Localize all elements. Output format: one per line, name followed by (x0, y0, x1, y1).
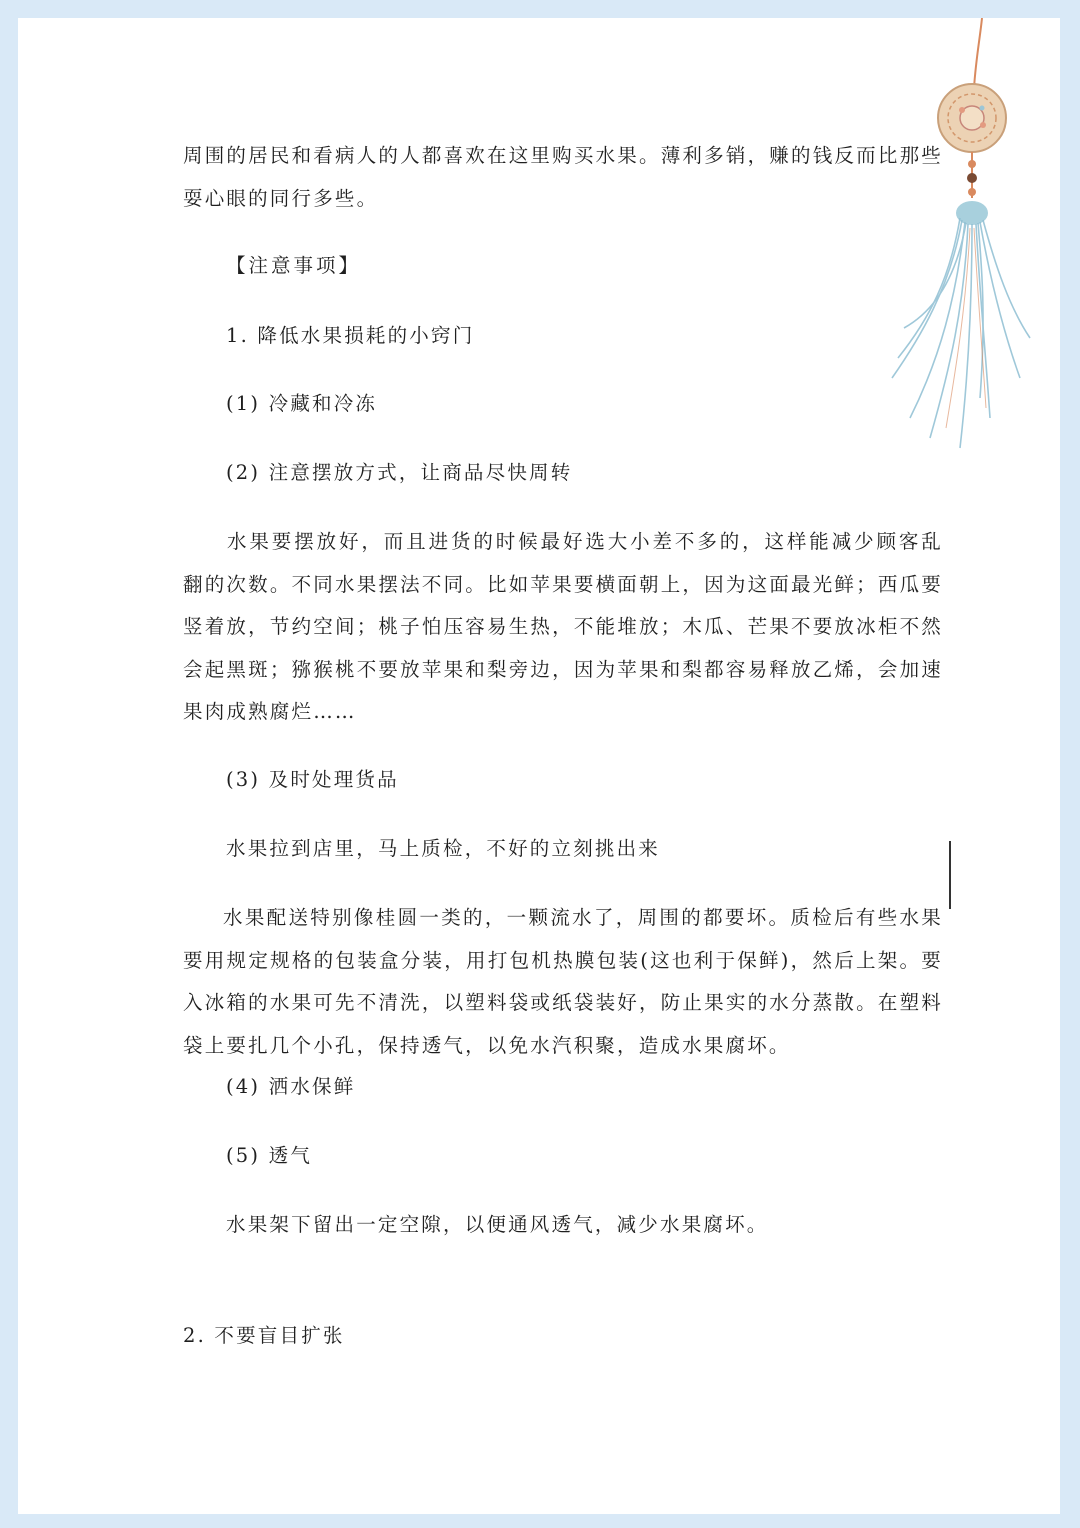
text-cursor (949, 841, 951, 909)
section-heading-1: 1. 降低水果损耗的小窍门 (226, 324, 475, 347)
paragraph-ventilation: 水果架下留出一定空隙，以便通风透气，减少水果腐坏。 (226, 1213, 769, 1236)
document-page (18, 18, 1060, 1514)
paragraph-inspection: 水果拉到店里，马上质检，不好的立刻挑出来 (226, 837, 661, 860)
list-item-5: (5) 透气 (226, 1144, 313, 1167)
list-item-4: (4) 洒水保鲜 (226, 1075, 356, 1098)
paragraph-packaging: 水果配送特别像桂圆一类的，一颗流水了，周围的都要坏。质检后有些水果要用规定规格的包装盒分装，用打包机热膜包装(这也利于保鲜)，然后上架。要入冰箱的水果可先不清洗，以塑料袋或纸袋装好，防止果实的水分蒸散。在塑料袋上要扎几个小孔，保持透气，以免水汽积聚，造成水果腐坏。 (183, 906, 943, 1057)
list-item-1: (1) 冷藏和冷冻 (226, 392, 378, 415)
list-item-3: (3) 及时处理货品 (226, 768, 399, 791)
paragraph-display: 水果要摆放好，而且进货的时候最好选大小差不多的，这样能减少顾客乱翻的次数。不同水果摆法不同。比如苹果要横面朝上，因为这面最光鲜；西瓜要竖着放，节约空间；桃子怕压容易生热，不能堆放；木瓜、芒果不要放冰柜不然会起黑斑；猕猴桃不要放苹果和梨旁边，因为苹果和梨都容易释放乙烯，会加速果肉成熟腐烂…… (183, 530, 943, 723)
paragraph-intro: 周围的居民和看病人的人都喜欢在这里购买水果。薄利多销，赚的钱反而比那些耍心眼的同行多些。 (183, 144, 943, 210)
heading-notes: 【注意事项】 (226, 254, 362, 277)
list-item-2: (2) 注意摆放方式，让商品尽快周转 (226, 461, 573, 484)
section-heading-2: 2. 不要盲目扩张 (183, 1324, 345, 1347)
